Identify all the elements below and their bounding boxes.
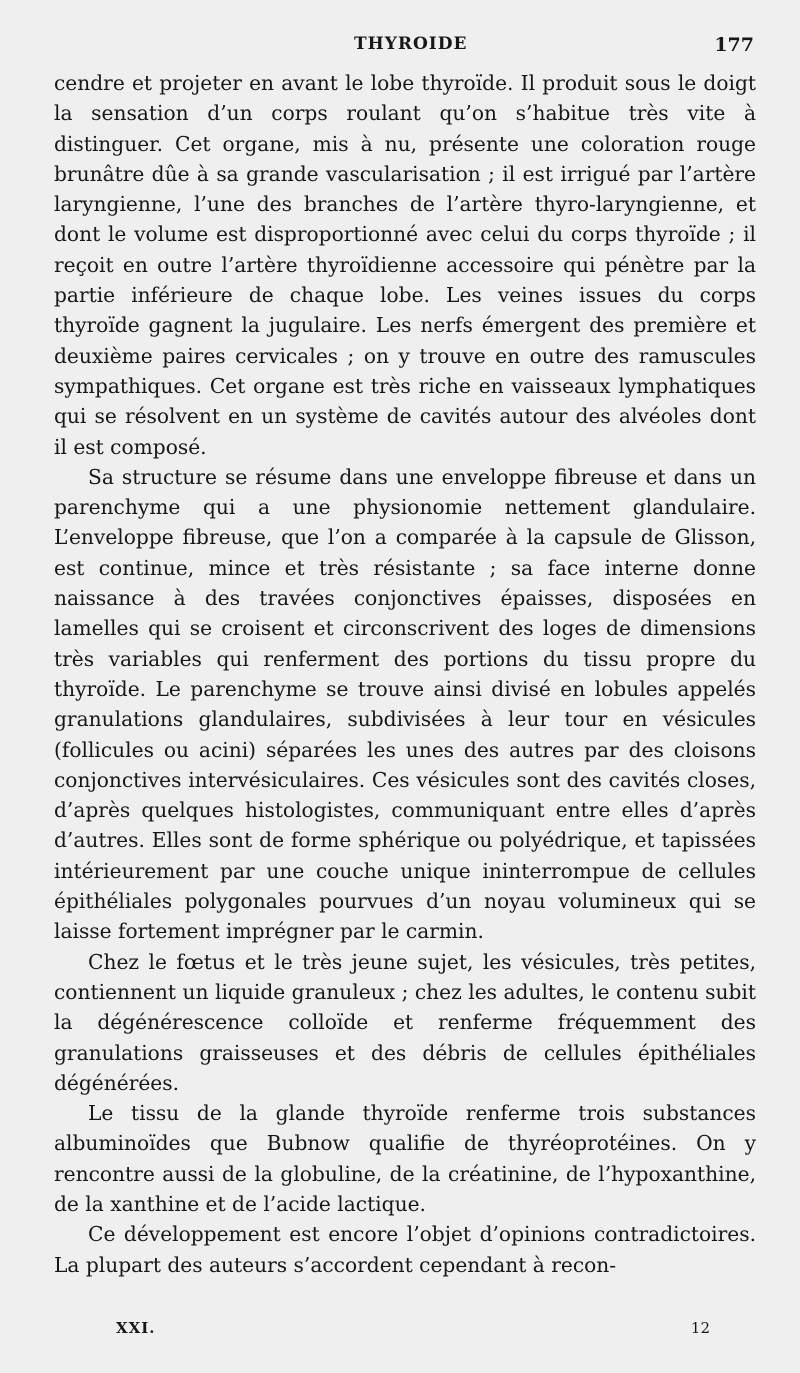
paragraph-5: Ce développement est encore l’objet d’opinions contradictoires. La plupart des auteurs s’accordent cependant à recon- — [54, 1222, 756, 1277]
sheet-number: 12 — [690, 1319, 710, 1337]
page-header — [54, 30, 756, 58]
paragraph-2: Sa structure se résume dans une enveloppe fibreuse et dans un parenchyme qui a une physionomie nettement glandulaire. L’enveloppe fibreuse, que l’on a comparée à la capsule de Glisson, est continue, mince et très résistante ; sa face interne donne naissance à des travées conjonctives épaisses, disposées en lamelles qui se croisent et circonscrivent des loges de dimensions très variables qui renferment des portions du tissu propre du thyroïde. Le parenchyme se trouve ainsi divisé en lobules appelés granulations glandulaires, subdivisées à leur tour en vésicules (follicules ou acini) séparées les unes des autres par des cloisons conjonctives intervésiculaires. Ces vésicules sont des cavités closes, d’après quelques histologistes, communiquant entre elles d’après d’autres. Elles sont de forme sphérique ou polyédrique, et tapissées intérieurement par une couche unique ininterrompue de cellules épithéliales polygonales pourvues d’un noyau volumineux qui se laisse fortement imprégner par le carmin. — [54, 464, 756, 944]
signature-mark: XXI. — [116, 1319, 156, 1337]
page-number: 177 — [714, 34, 754, 56]
paragraph-3: Chez le fœtus et le très jeune sujet, les vésicules, très petites, contiennent un liquide granuleux ; chez les adultes, le contenu subit la dégénérescence colloïde et renferme fréquemment des granulations graisseuses et des débris de cellules épithéliales dégénérées. — [54, 949, 756, 1095]
paragraph-1: cendre et projeter en avant le lobe thyroïde. Il produit sous le doigt la sensation d’un corps roulant qu’on s’habitue très vite à distinguer. Cet organe, mis à nu, présente une coloration rouge brunâtre dûe à sa grande vascularisation ; il est irrigué par l’artère laryngienne, l’une des branches de l’artère thyro-laryngienne, et dont le volume est disproportionné avec celui du corps thyroïde ; il reçoit en outre l’artère thyroïdienne accessoire qui pénètre par la partie inférieure de chaque lobe. Les veines issues du corps thyroïde gagnent la jugulaire. Les nerfs émergent des première et deuxième paires cervicales ; on y trouve en outre des ramuscules sympathiques. Cet organe est très riche en vaisseaux lymphatiques qui se résolvent en un système de cavités autour des alvéoles dont il est composé. — [54, 71, 756, 459]
paragraph-4: Le tissu de la glande thyroïde renferme trois substances albuminoïdes que Bubnow qualifie de thyréoprotéines. On y rencontre aussi de la globuline, de la créatinine, de l’hypoxanthine, de la xanthine et de l’acide lactique. — [54, 1101, 756, 1216]
running-title: THYROIDE — [354, 34, 468, 54]
body-text — [54, 68, 756, 1280]
